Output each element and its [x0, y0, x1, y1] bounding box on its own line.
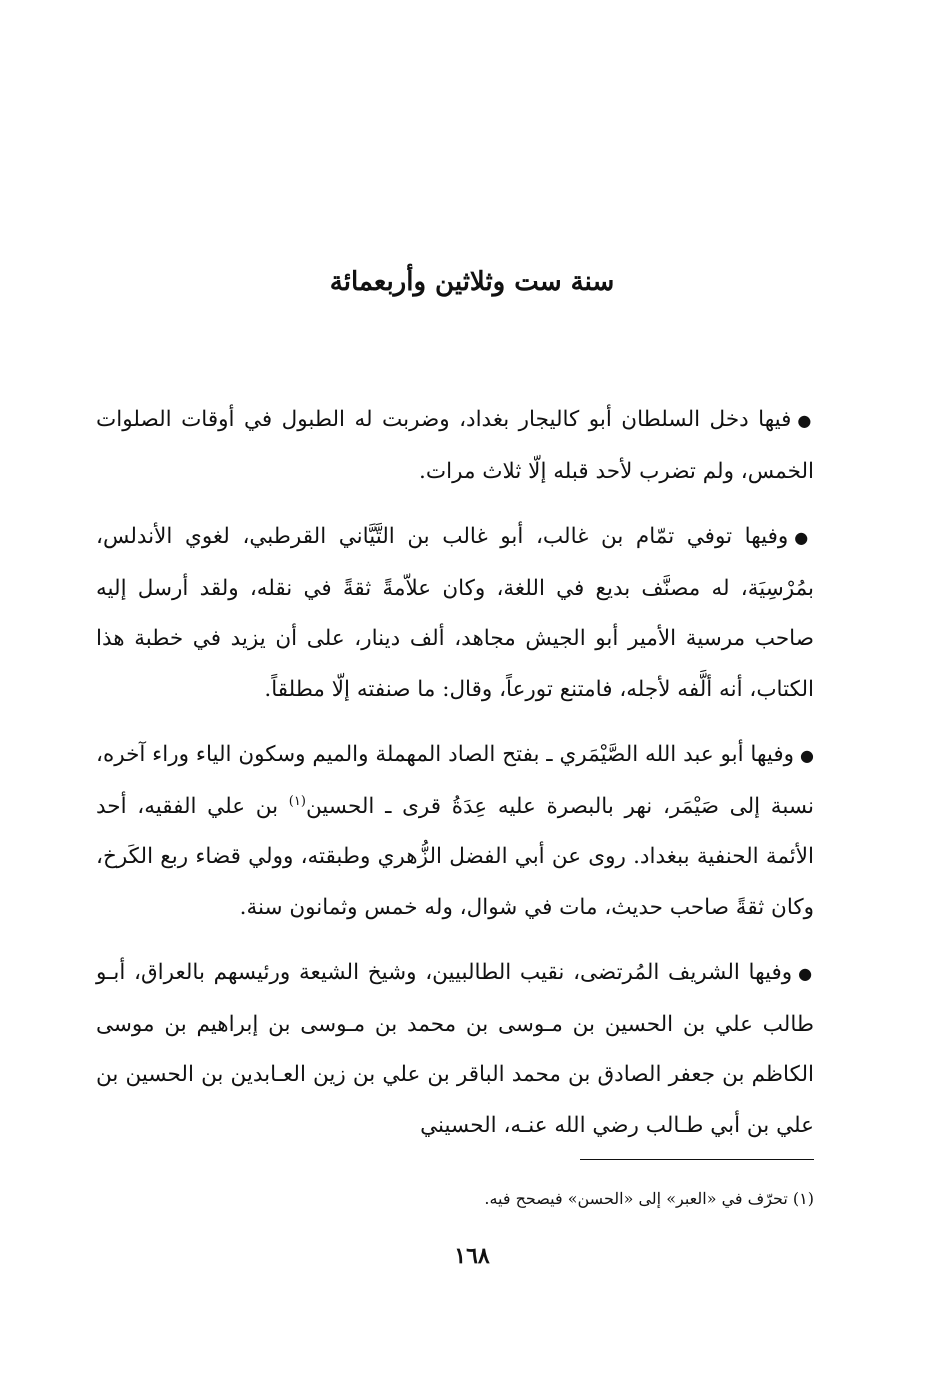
paragraph-text: فيها دخل السلطان أبو كاليجار بغداد، وضربت له الطبول في أوقات الصلوات الخمس، ولم تضرب لأحد قبله إلّا ثلاث مرات. [96, 407, 814, 484]
paragraph-text: وفيها أبو عبد الله الصَّيْمَري ـ بفتح الصاد المهملة والميم وسكون الياء وراء آخره، نسبة إلى صَيْمَر، نهر بالبصرة عليه عِدَةُ قرى ـ الحسين [96, 742, 814, 819]
paragraph-3 [96, 730, 814, 933]
footnote: (١) تحرّف في «العبر» إلى «الحسن» فيصحح فيه. [484, 1189, 814, 1208]
footnote-divider [580, 1159, 814, 1160]
bullet-icon: ● [794, 528, 814, 547]
paragraph-2 [96, 512, 814, 715]
main-text [96, 395, 814, 1166]
footnote-marker: (١) [288, 793, 306, 809]
paragraph-text: وفيها الشريف المُرتضى، نقيب الطالبيين، وشيخ الشيعة ورئيسهم بالعراق، أبـو طالب علي بن الحسين بن مـوسى بن محمد بن مـوسى بن إبراهيم بن موسى الكاظم بن جعفر الصادق بن محمد الباقر بن علي بن زين العـابدين بن الحسين بن علي بن أبي طـالب رضي الله عنـه، الحسيني [96, 960, 814, 1138]
paragraph-text: وفيها توفي تمّام بن غالب، أبو غالب بن التَّيَّاني القرطبي، لغوي الأندلس، بمُرْسِيَة، له مصنَّف بديع في اللغة، وكان علاّمةً ثقةً في نقله، ولقد أرسل إليه صاحب مرسية الأمير أبو الجيش مجاهد، ألف دينار، على أن يزيد في خطبة هذا الكتاب، أنه ألَّفه لأجله، فامتنع تورعاً، وقال: ما صنفته إلّا مطلقاً. [96, 524, 814, 702]
page-title: سنة ست وثلاثين وأربعمائة [329, 267, 615, 297]
page-number: ١٦٨ [454, 1243, 490, 1269]
paragraph-1 [96, 395, 814, 497]
paragraph-4 [96, 948, 814, 1151]
paragraph-text: بن علي الفقيه، أحد الأئمة الحنفية ببغداد. روى عن أبي الفضل الزُّهري وطبقته، وولي قضاء ربع الكَرخ، وكان ثقةً صاحب حديث، مات في شوال، وله خمس وثمانون سنة. [96, 793, 814, 920]
bullet-icon: ● [797, 411, 814, 430]
bullet-icon: ● [798, 964, 814, 983]
bullet-icon: ● [800, 746, 814, 765]
